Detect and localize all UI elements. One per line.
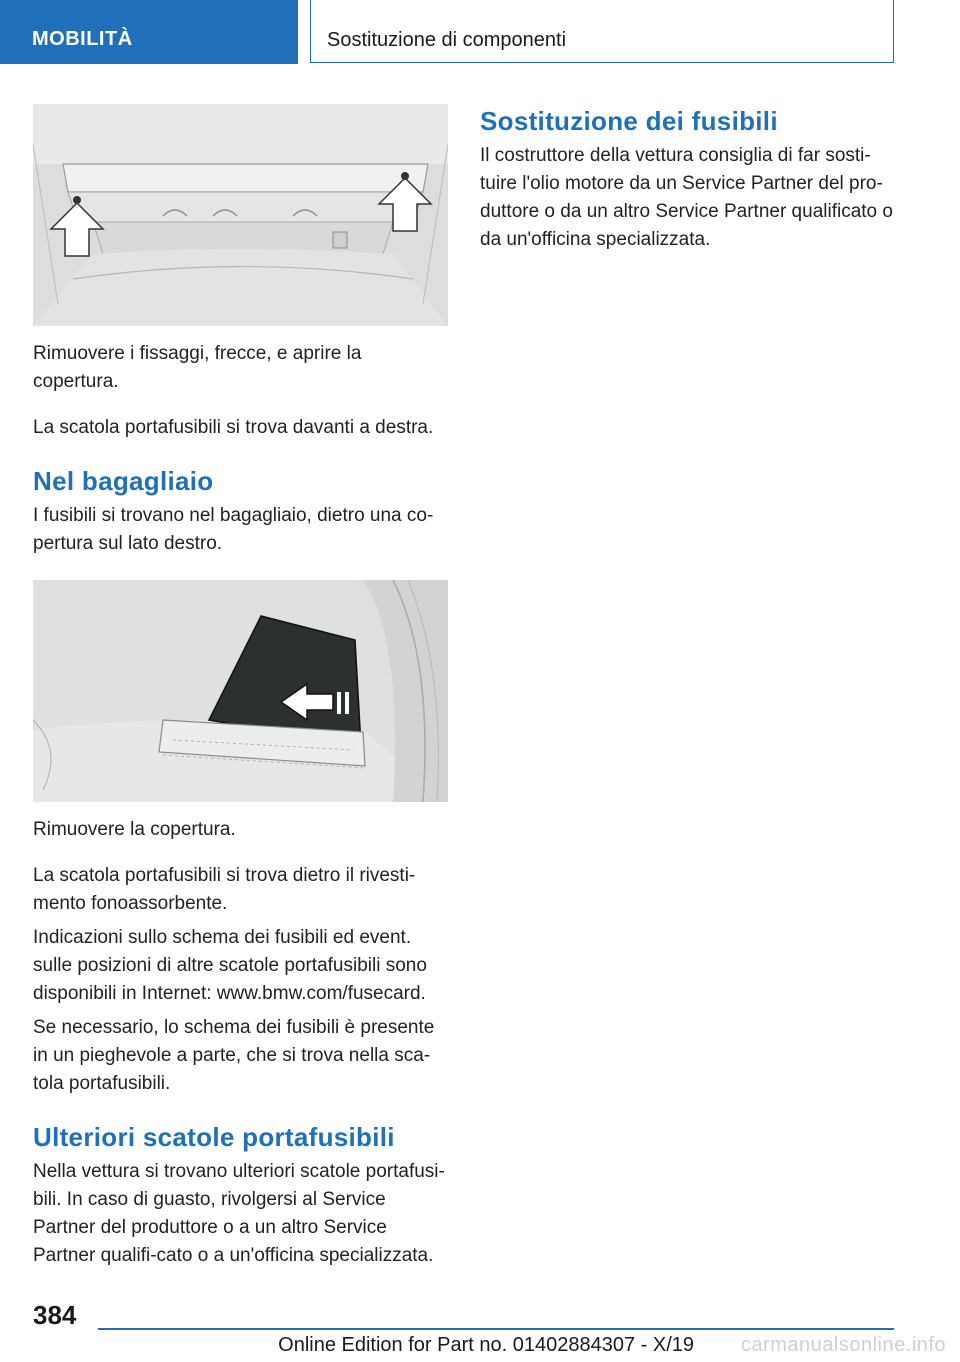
left-column	[33, 104, 448, 1270]
chapter-tab	[310, 0, 894, 63]
footer-divider	[98, 1328, 894, 1330]
section-title: MOBILITÀ	[32, 28, 133, 50]
page-number: 384	[33, 1300, 77, 1330]
paragraph-behind-lining: La scatola portafusibili si trova dietro il rivesti-mento fonoassorbente.	[33, 865, 416, 914]
edition-footer: Online Edition for Part no. 01402884307 - X/19	[278, 1334, 694, 1356]
paragraph-front-right: La scatola portafusibili si trova davanti a destra.	[33, 417, 434, 438]
section-tab	[0, 0, 298, 64]
paragraph-fuse-replacement: Il costruttore della vettura consiglia di far sosti-tuire l'olio motore da un Service Partner del pro-duttore o da un altro Service Partner qualificato o da un'officina specializzata.	[480, 145, 893, 250]
trunk-cover-illustration	[33, 580, 448, 802]
heading-trunk: Nel bagagliaio	[33, 466, 214, 496]
paragraph-fusecard-info: Indicazioni sullo schema dei fusibili ed event. sulle posizioni di altre scatole portafusibili sono disponibili in Internet: www.bmw.com/fusecard.	[33, 927, 427, 1004]
right-column	[480, 104, 900, 254]
chapter-title: Sostituzione di componenti	[327, 29, 567, 51]
heading-additional-fuse-boxes: Ulteriori scatole portafusibili	[33, 1122, 395, 1152]
watermark: carmanualsonline.info	[740, 1334, 946, 1356]
heading-fuse-replacement: Sostituzione dei fusibili	[480, 106, 778, 136]
caption-remove-cover: Rimuovere la copertura.	[33, 819, 236, 840]
caption-fasteners: Rimuovere i fissaggi, frecce, e aprire la copertura.	[33, 343, 362, 392]
paragraph-trunk: I fusibili si trovano nel bagagliaio, dietro una co-pertura sul lato destro.	[33, 505, 434, 554]
paragraph-fuse-chart: Se necessario, lo schema dei fusibili è presente in un pieghevole a parte, che si trova nella sca-tola portafusibili.	[33, 1017, 435, 1094]
paragraph-additional-fuse-boxes: Nella vettura si trovano ulteriori scatole portafusi-bili. In caso di guasto, rivolgersi al Service Partner del produttore o a un altro Service Partner qualifi-cato o a un'officina specializzata.	[33, 1161, 445, 1266]
fuse-cover-fasteners-illustration	[33, 104, 448, 326]
